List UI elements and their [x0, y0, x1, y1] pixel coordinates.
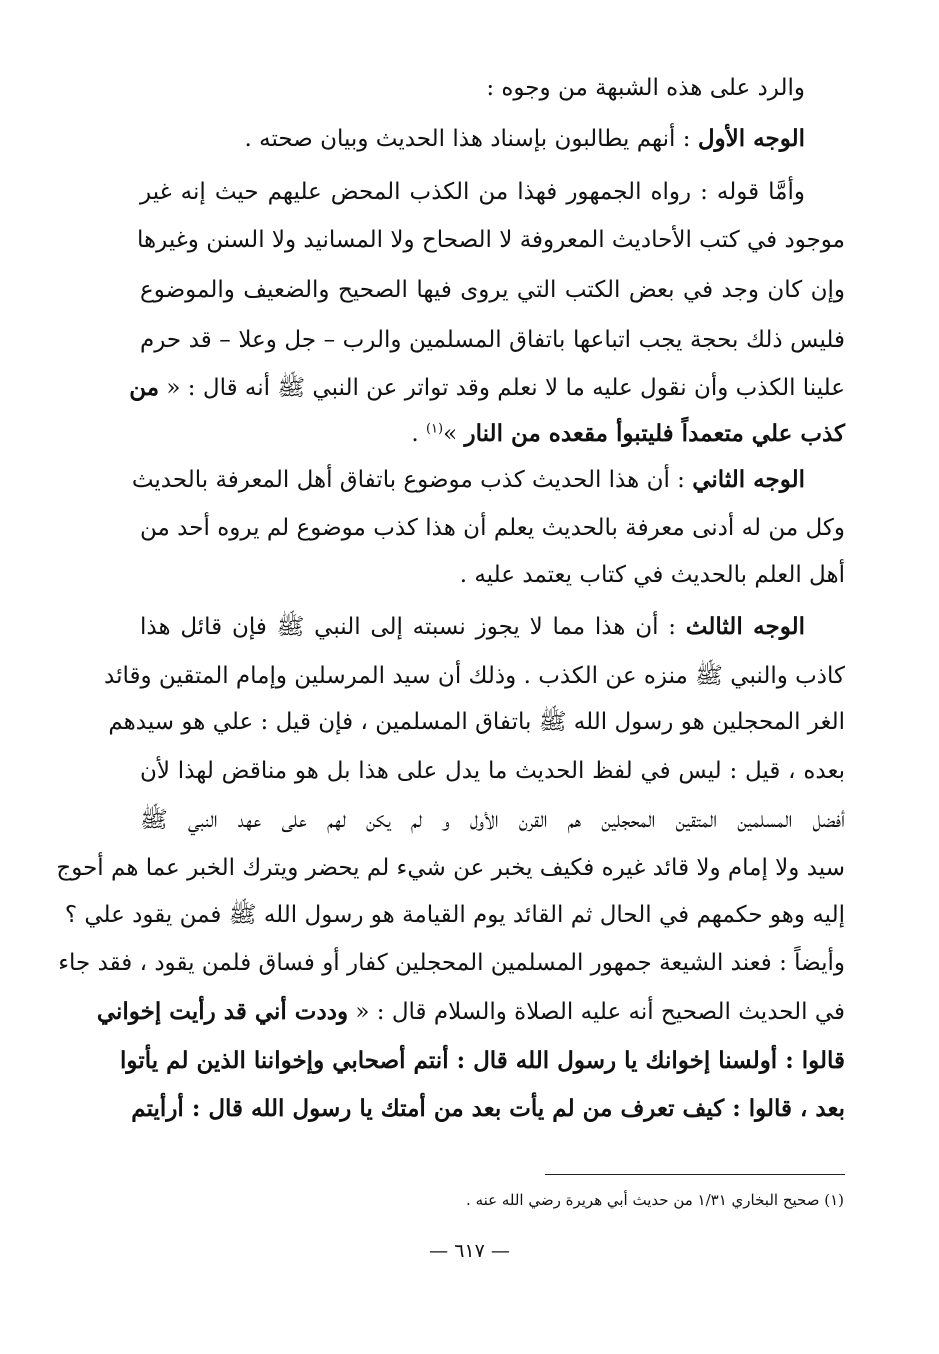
text-line	[140, 551, 845, 599]
text-line	[140, 504, 845, 552]
text-segment: والرد على هذه الشبهة من وجوه :	[486, 75, 805, 101]
text-segment: وأمَّا قوله : رواه الجمهور فهذا من الكذب المحض عليهم حيث إنه غير	[140, 179, 805, 205]
text-line	[56, 844, 845, 892]
text-line	[140, 796, 845, 844]
bold-text: كذب علي متعمداً فليتبوأ مقعده من النار	[464, 420, 845, 447]
text-line	[131, 1085, 845, 1133]
text-line	[140, 410, 845, 458]
bold-text: الوجه الثاني	[692, 466, 805, 493]
text-segment: : أن هذا الحديث كذب موضوع باتفاق أهل المعرفة بالحديث	[131, 467, 693, 493]
text-line	[140, 115, 845, 163]
text-segment: سيد ولا إمام ولا قائد غيره فكيف يخبر عن شيء لم يحضر ويترك الخبر عما هم أحوج	[56, 855, 845, 881]
text-line	[58, 939, 845, 987]
bold-text: الوجه الثالث	[685, 613, 805, 640]
text-segment: : أنهم يطالبون بإسناد هذا الحديث وبيان صحته .	[244, 126, 698, 152]
text-line	[140, 316, 845, 364]
bold-text: بعد ، قالوا : كيف تعرف من لم يأت بعد من أمتك يا رسول الله قال : أرأيتم	[131, 1095, 845, 1122]
bold-text: من	[129, 374, 160, 401]
text-line	[137, 216, 845, 264]
text-line	[131, 456, 845, 504]
text-segment: وكل من له أدنى معرفة بالحديث يعلم أن هذا كذب موضوع لم يروه أحد من	[140, 515, 845, 541]
text-line	[108, 698, 845, 746]
text-segment: بعده ، قيل : ليس في لفظ الحديث ما يدل على هذا بل هو مناقض لهذا لأن	[140, 758, 845, 784]
text-segment: »	[443, 421, 465, 447]
text-segment: أهل العلم بالحديث في كتاب يعتمد عليه .	[459, 562, 845, 588]
text-segment: أفضل المسلمين المتقين المحجلين هم القرن الأول و لم يكن لهم على عهد النبي ﷺ	[140, 807, 845, 833]
bold-text: وددت أني قد رأيت إخواني	[96, 998, 349, 1025]
text-line	[140, 266, 845, 314]
footnote-marker: (١)	[425, 421, 444, 437]
text-line	[140, 747, 845, 795]
bold-text: الوجه الأول	[697, 125, 805, 152]
bold-text: قالوا : أولسنا إخوانك يا رسول الله قال : أنتم أصحابي وإخواننا الذين لم يأتوا	[120, 1047, 845, 1074]
footnote-separator	[545, 1174, 845, 1175]
footnote: (١) صحيح البخاري ١/٣١ من حديث أبي هريرة رضي الله عنه .	[466, 1191, 844, 1209]
text-line	[96, 988, 845, 1036]
text-line	[129, 364, 845, 412]
text-segment: إليه وهو حكمهم في الحال ثم القائد يوم القيامة هو رسول الله ﷺ فمن يقود علي ؟	[64, 902, 845, 928]
text-line	[104, 652, 845, 700]
text-segment: وأيضاً : فعند الشيعة جمهور المسلمين المحجلين كفار أو فساق فلمن يقود ، فقد جاء	[58, 950, 845, 976]
text-segment: : أن هذا مما لا يجوز نسبته إلى النبي ﷺ فإن قائل هذا	[140, 614, 686, 640]
text-segment: موجود في كتب الأحاديث المعروفة لا الصحاح ولا المسانيد ولا السنن وغيرها	[137, 227, 845, 253]
text-line	[140, 168, 845, 216]
text-segment: وإن كان وجد في بعض الكتب التي يروى فيها الصحيح والضعيف والموضوع	[140, 277, 845, 303]
page-number: — ٦١٧ —	[429, 1240, 510, 1262]
text-segment: كاذب والنبي ﷺ منزه عن الكذب . وذلك أن سيد المرسلين وإمام المتقين وقائد	[104, 663, 845, 689]
text-segment: علينا الكذب وأن نقول عليه ما لا نعلم وقد تواتر عن النبي ﷺ أنه قال : «	[159, 375, 845, 401]
text-line	[140, 603, 845, 651]
text-line	[120, 1037, 845, 1085]
text-segment: فليس ذلك بحجة يجب اتباعها باتفاق المسلمين والرب – جل وعلا – قد حرم	[140, 327, 845, 353]
text-segment: الغر المحجلين هو رسول الله ﷺ باتفاق المسلمين ، فإن قيل : علي هو سيدهم	[108, 709, 845, 735]
text-segment: في الحديث الصحيح أنه عليه الصلاة والسلام قال : «	[348, 999, 845, 1025]
text-line	[140, 64, 845, 112]
text-line	[64, 891, 845, 939]
text-segment: .	[411, 421, 426, 447]
